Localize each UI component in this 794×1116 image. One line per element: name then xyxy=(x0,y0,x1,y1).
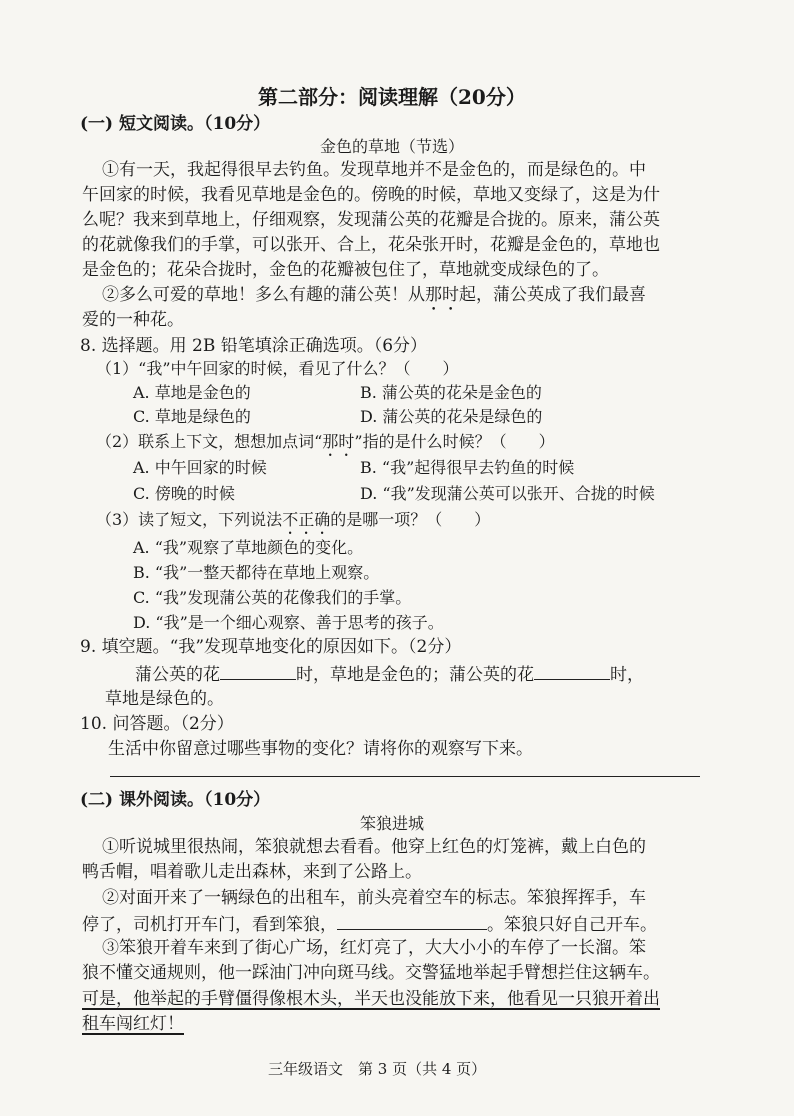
passage2-p1-line-1: ①听说城里很热闹，笨狼就想去看看。他穿上红色的灯笼裤，戴上白色的 xyxy=(102,837,646,857)
page-footer: 三年级语文 第 3 页（共 4 页） xyxy=(268,1060,487,1078)
q8-sub2-stem-post: ”指的是什么时候？（ ） xyxy=(354,432,555,451)
q10-answer-line[interactable] xyxy=(110,776,700,777)
p2-l2-a: 停了，司机打开车门，看到笨狼， xyxy=(82,915,337,935)
q9-text-c: 时， xyxy=(610,665,644,685)
q8-sub1-option-a[interactable]: A. 草地是金色的 xyxy=(133,383,251,402)
q9-text-a: 蒲公英的花 xyxy=(135,665,220,685)
section1-heading: (一) 短文阅读。（10分） xyxy=(80,114,271,134)
passage2-p1-line-2: 鸭舌帽，唱着歌儿走出森林，来到了公路上。 xyxy=(82,862,422,882)
q8-sub2-option-b[interactable]: B. “我”起得很早去钓鱼的时候 xyxy=(360,458,575,477)
passage1-line-3: 么呢？我来到草地上，仔细观察，发现蒲公英的花瓣是合拢的。原来，蒲公英 xyxy=(82,210,660,230)
q8-sub3-option-b[interactable]: B. “我”一整天都待在草地上观察。 xyxy=(133,563,380,582)
q8-sub3-stem xyxy=(96,508,490,538)
q8-sub3-stem-emphasis: 不正确 xyxy=(282,510,331,529)
section2-passage-title: 笨狼进城 xyxy=(360,814,425,833)
q8-sub1-option-d[interactable]: D. 蒲公英的花朵是绿色的 xyxy=(360,407,543,426)
q9-text-b: 时，草地是金色的；蒲公英的花 xyxy=(296,665,534,685)
q9-heading: 9. 填空题。“我”发现草地变化的原因如下。（2分） xyxy=(80,637,462,657)
q9-line-2: 草地是绿色的。 xyxy=(105,689,224,709)
q8-sub3-option-d[interactable]: D. “我”是一个细心观察、善于思考的孩子。 xyxy=(133,613,444,632)
passage1-p2-line-2: 爱的一种花。 xyxy=(82,310,184,330)
q8-sub2-option-d[interactable]: D. “我”发现蒲公英可以张开、合拢的时候 xyxy=(360,484,655,503)
p2-pre: ②多么可爱的草地！多么有趣的蒲公英！从 xyxy=(102,285,425,305)
q10-heading: 10. 问答题。（2分） xyxy=(80,714,234,734)
q8-sub2-option-a[interactable]: A. 中午回家的时候 xyxy=(133,458,267,477)
passage1-line-5: 是金色的；花朵合拢时，金色的花瓣被包住了，草地就变成绿色的了。 xyxy=(82,260,609,280)
p2-emphasis: 那时 xyxy=(425,285,459,305)
q8-sub3-stem-post: 的是哪一项？（ ） xyxy=(330,510,491,529)
passage1-line-4: 的花就像我们的手掌，可以张开、合上，花朵张开时，花瓣是金色的，草地也 xyxy=(82,235,660,255)
passage1-line-1: ①有一天，我起得很早去钓鱼。发现草地并不是金色的，而是绿色的。中 xyxy=(102,160,646,180)
passage2-p3-line-4: 租车闯红灯！ xyxy=(82,1014,184,1034)
p2-l2-b: 。笨狼只好自己开车。 xyxy=(487,915,657,935)
q9-blank-2[interactable] xyxy=(534,661,610,680)
passage2-p2-line-1: ②对面开来了一辆绿色的出租车，前头亮着空车的标志。笨狼挥挥手，车 xyxy=(102,888,646,908)
q8-sub1-option-b[interactable]: B. 蒲公英的花朵是金色的 xyxy=(360,383,542,402)
passage2-p3-line-1: ③笨狼开着车来到了街心广场，红灯亮了，大大小小的车停了一长溜。笨 xyxy=(102,938,646,958)
section1-passage-title: 金色的草地（节选） xyxy=(320,137,465,156)
p2-post: 起，蒲公英成了我们最喜 xyxy=(459,285,646,305)
q8-sub3-option-a[interactable]: A. “我”观察了草地颜色的变化。 xyxy=(133,538,364,557)
q9-blank-1[interactable] xyxy=(220,661,296,680)
q8-sub2-stem-pre: （2）联系上下文，想想加点词“ xyxy=(96,432,323,451)
q8-sub2-option-c[interactable]: C. 傍晚的时候 xyxy=(133,484,235,503)
passage2-blank[interactable] xyxy=(337,911,487,930)
q10-prompt: 生活中你留意过哪些事物的变化？请将你的观察写下来。 xyxy=(108,739,533,759)
q8-sub1-option-c[interactable]: C. 草地是绿色的 xyxy=(133,407,251,426)
q8-sub3-stem-pre: （3）读了短文，下列说法 xyxy=(96,510,283,529)
part-title: 第二部分：阅读理解（20分） xyxy=(258,85,526,109)
q8-sub3-option-c[interactable]: C. “我”发现蒲公英的花像我们的手掌。 xyxy=(133,588,412,607)
q8-sub1-stem: （1）“我”中午回家的时候，看见了什么？（ ） xyxy=(96,359,459,378)
passage2-p3-line-3: 可是，他举起的手臂僵得像根木头，半天也没能放下来，他看见一只狼开着出 xyxy=(82,989,660,1009)
q8-sub2-stem-emphasis: 那时 xyxy=(322,432,355,451)
passage2-p2-line-2 xyxy=(82,911,657,937)
q8-heading: 8. 选择题。用 2B 铅笔填涂正确选项。（6分） xyxy=(80,336,428,356)
section2-heading: (二) 课外阅读。（10分） xyxy=(80,790,271,810)
passage1-line-2: 午回家的时候，我看见草地是金色的。傍晚的时候，草地又变绿了，这是为什 xyxy=(82,185,660,205)
passage2-p3-line-2: 狼不懂交通规则，他一踩油门冲向斑马线。交警猛地举起手臂想拦住这辆车。 xyxy=(82,963,660,983)
q9-line-1 xyxy=(135,661,644,687)
